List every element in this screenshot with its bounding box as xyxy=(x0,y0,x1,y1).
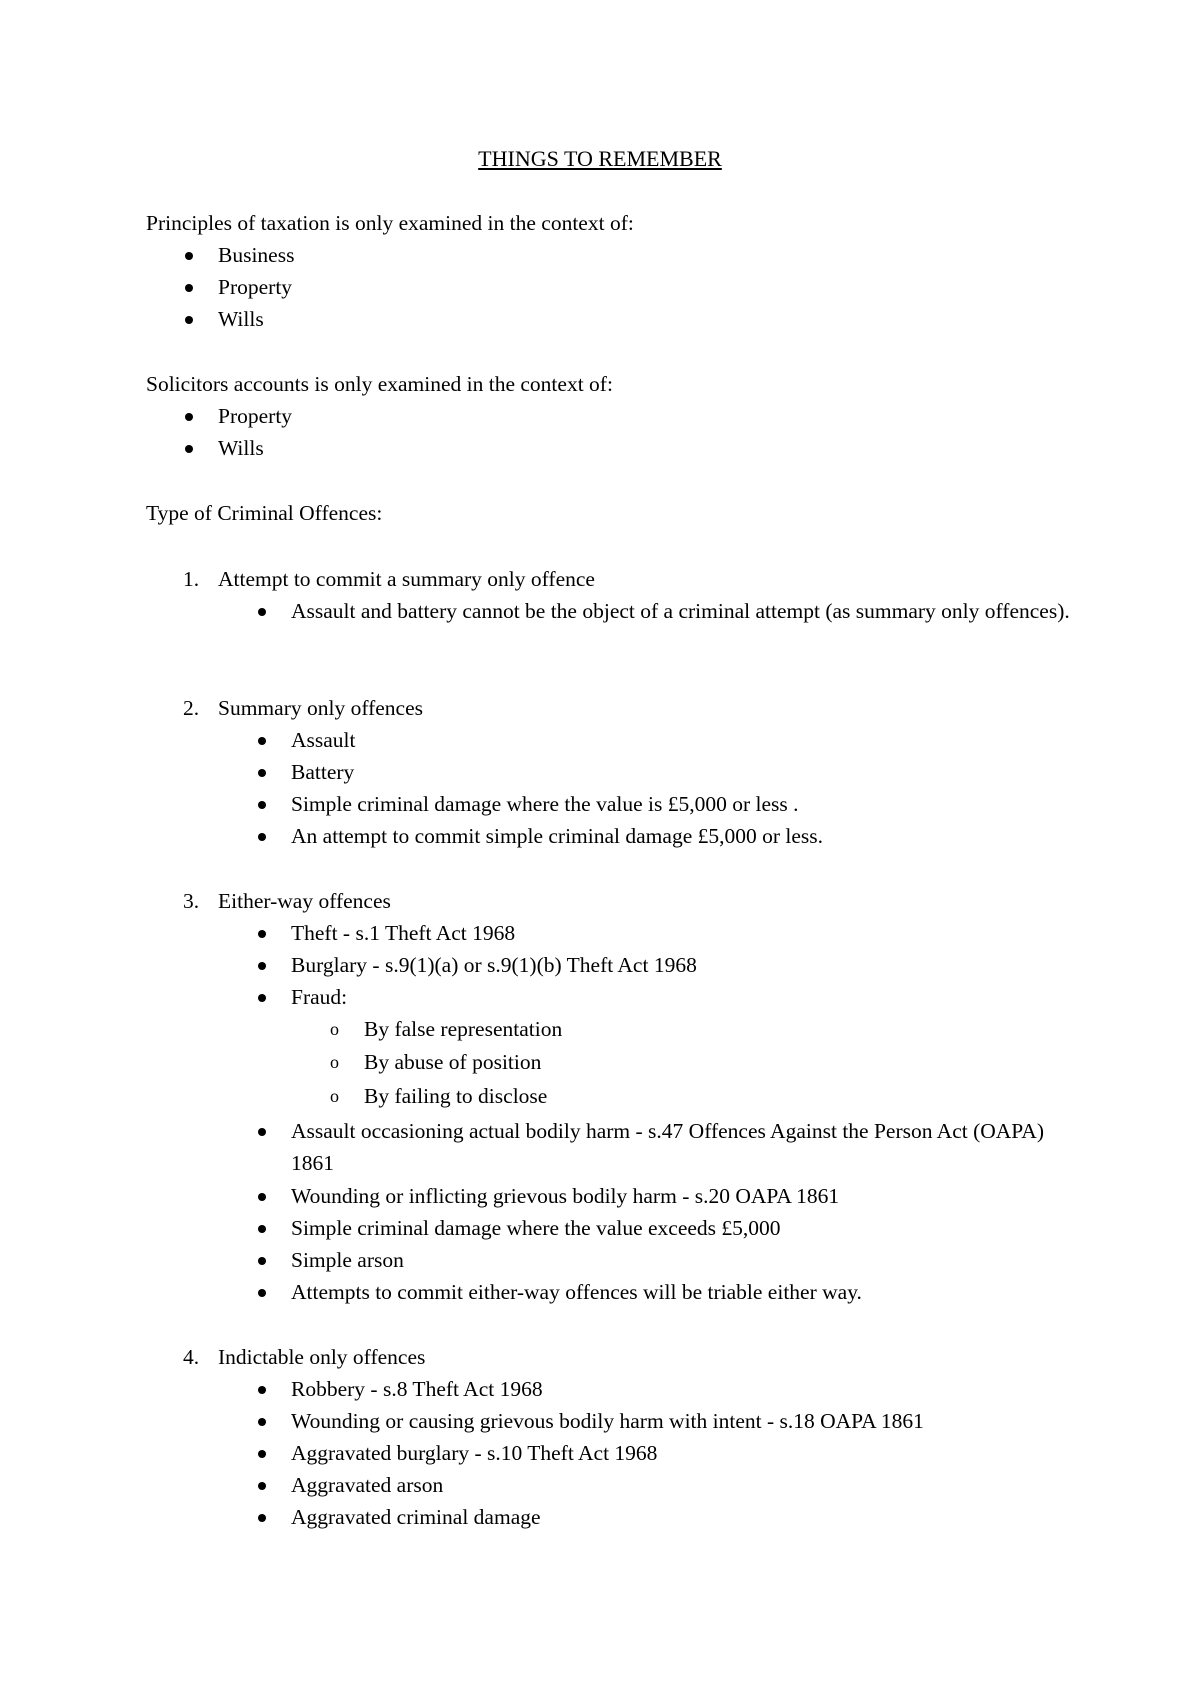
bullet-icon xyxy=(258,769,266,777)
bullet-icon xyxy=(258,1193,266,1201)
bullet-icon xyxy=(258,1514,266,1522)
bullet-icon xyxy=(258,994,266,1002)
section-title: Summary only offences xyxy=(218,696,424,720)
section-number: 1. xyxy=(183,567,200,591)
bullet-icon xyxy=(258,1257,266,1265)
circle-bullet-icon: o xyxy=(330,1052,339,1072)
bullet-icon xyxy=(258,1418,266,1426)
bullet-icon xyxy=(258,833,266,841)
section-title: Indictable only offences xyxy=(218,1345,426,1369)
bullet-icon xyxy=(185,445,193,453)
bullet-icon xyxy=(185,413,193,421)
section-title: Attempt to commit a summary only offence xyxy=(218,567,595,591)
taxation-intro: Principles of taxation is only examined in the context of: xyxy=(146,211,634,235)
bullet-icon xyxy=(258,801,266,809)
bullet-icon xyxy=(258,737,266,745)
document-page: THINGS TO REMEMBER Principles of taxation is only examined in the context of: Business Property Wills Solicitors accounts is only examined in the context of: Property Wills Type of Criminal Offences: 1. Attempt to commit a summary only offence Assault and battery cannot be the object of a criminal attempt (as summary only offences). 2. Summary only offences Assault Battery Simple criminal damage where the value is £5,000 or less . An attempt to commit simple criminal damage £5,000 or less. 3. Either-way offences Theft - s.1 Theft Act 1968 Burglary - s.9(1)(a) or s.9(1)(b) Theft Act 1968 Fraud: o By false representation o By abuse of position o By failing to disclose Assault occasioning actual bodily harm - s.47 Offences Against the Person Act (OAPA) 1861 Wounding or inflicting grievous bodily harm - s.20 OAPA 1861 Simple criminal damage where the value exceeds £5,000 Simple arson Attempts to commit either-way offences will be triable either way. 4. Indictable only offences Robbery - s.8 Theft Act 1968 Wounding or causing grievous bodily harm with intent - s.18 OAPA 1861 Aggravated burglary - s.10 Theft Act 1968 Aggravated arson Aggravated criminal damage xyxy=(0,0,1200,1696)
bullet-icon xyxy=(258,1482,266,1490)
bullet-icon xyxy=(258,1225,266,1233)
bullet-icon xyxy=(185,284,193,292)
bullet-icon xyxy=(258,1386,266,1394)
circle-bullet-icon: o xyxy=(330,1019,339,1039)
bullet-icon xyxy=(185,252,193,260)
bullet-icon xyxy=(258,930,266,938)
bullet-icon xyxy=(258,1450,266,1458)
section-number: 2. xyxy=(183,696,200,720)
offences-intro: Type of Criminal Offences: xyxy=(146,501,383,525)
accounts-intro: Solicitors accounts is only examined in the context of: xyxy=(146,372,613,396)
section-number: 3. xyxy=(183,889,200,913)
bullet-icon xyxy=(258,962,266,970)
bullet-icon xyxy=(185,316,193,324)
section-number: 4. xyxy=(183,1345,200,1369)
circle-bullet-icon: o xyxy=(330,1086,339,1106)
section-title: Either-way offences xyxy=(218,889,391,913)
bullet-icon xyxy=(258,608,266,616)
bullet-icon xyxy=(258,1289,266,1297)
bullet-icon xyxy=(258,1128,266,1136)
page-title: THINGS TO REMEMBER xyxy=(478,146,722,171)
